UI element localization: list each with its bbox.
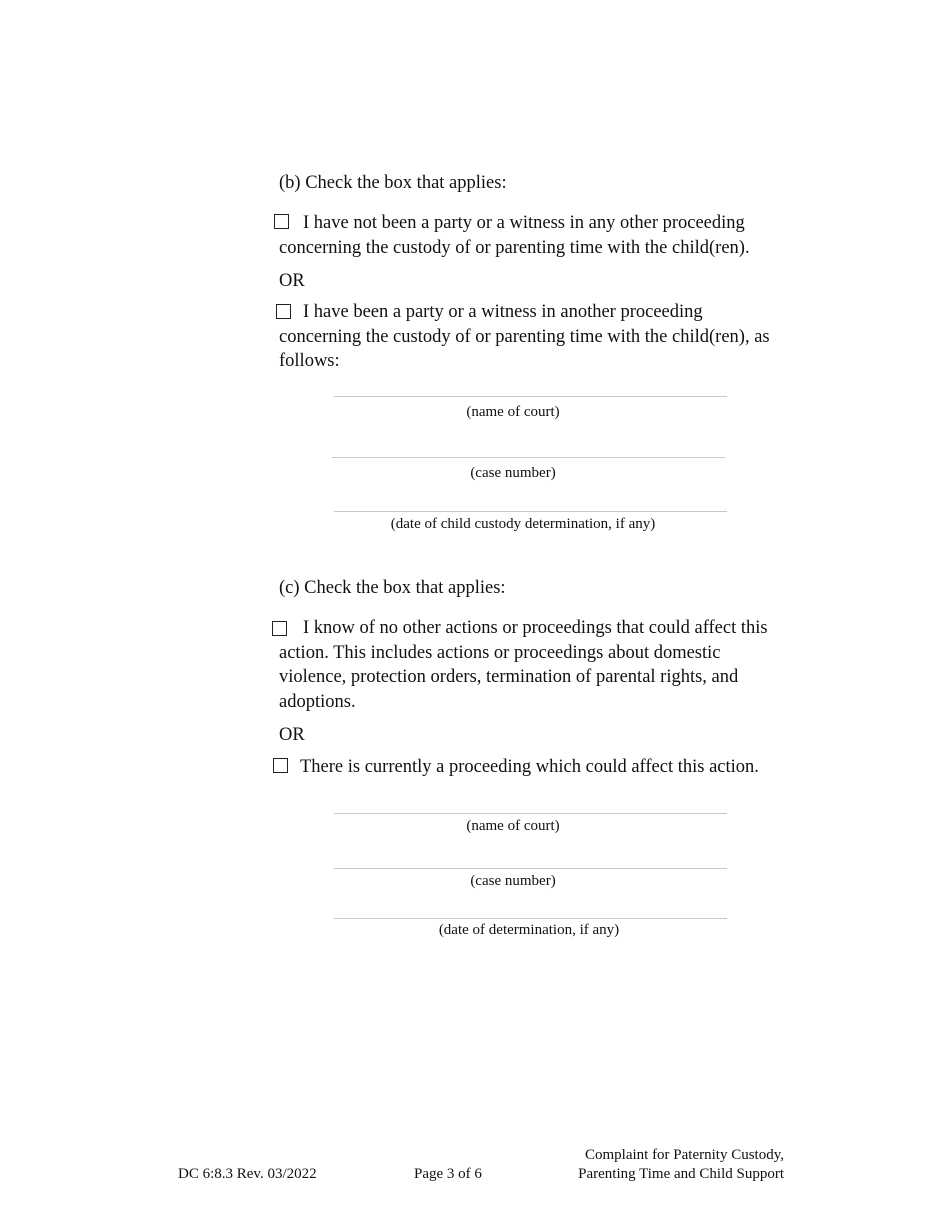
section-b-option2-line1: I have been a party or a witness in another proceeding <box>303 302 703 322</box>
section-b-option2-rest: concerning the custody of or parenting time with the child(ren), as follows: <box>279 326 770 371</box>
section-b-option1-line1: I have not been a party or a witness in any other proceeding <box>303 213 745 233</box>
section-c-case-line[interactable] <box>334 868 727 869</box>
section-b-or: OR <box>279 271 305 291</box>
section-c-heading: (c) Check the box that applies: <box>279 578 506 598</box>
section-c-option2-checkbox[interactable] <box>273 758 288 773</box>
section-b-court-line[interactable] <box>334 396 727 397</box>
section-b-option1-text <box>279 211 784 260</box>
footer-form-id: DC 6:8.3 Rev. 03/2022 <box>178 1166 317 1182</box>
footer-form-title <box>560 1146 784 1184</box>
section-b-option2-text <box>279 300 784 374</box>
section-b-date-caption: (date of child custody determination, if any) <box>390 516 656 532</box>
section-c-date-line[interactable] <box>334 918 727 919</box>
section-c-court-caption: (name of court) <box>466 818 560 834</box>
section-c-or: OR <box>279 725 305 745</box>
footer-page-number: Page 3 of 6 <box>414 1166 482 1182</box>
section-b-case-caption: (case number) <box>470 465 556 481</box>
section-c-case-caption: (case number) <box>470 873 556 889</box>
section-c-date-caption: (date of determination, if any) <box>438 922 620 938</box>
section-c-court-line[interactable] <box>334 813 727 814</box>
section-b-date-line[interactable] <box>334 511 727 512</box>
section-b-court-caption: (name of court) <box>466 404 560 420</box>
section-b-heading: (b) Check the box that applies: <box>279 173 507 193</box>
footer-title-line1: Complaint for Paternity Custody, <box>584 1147 784 1163</box>
section-c-option1-text <box>279 616 784 714</box>
footer-title-line2: Parenting Time and Child Support <box>578 1166 784 1182</box>
section-b-option1-rest: concerning the custody of or parenting time with the child(ren). <box>279 237 750 258</box>
section-c-option1-line1: I know of no other actions or proceedings that could affect this <box>303 618 768 638</box>
section-c-option1-rest: action. This includes actions or proceedings about domestic violence, protection orders, termination of parental rights, and adoptions. <box>279 642 739 712</box>
section-c-option2-text: There is currently a proceeding which could affect this action. <box>300 757 759 777</box>
section-b-case-line[interactable] <box>332 457 725 458</box>
